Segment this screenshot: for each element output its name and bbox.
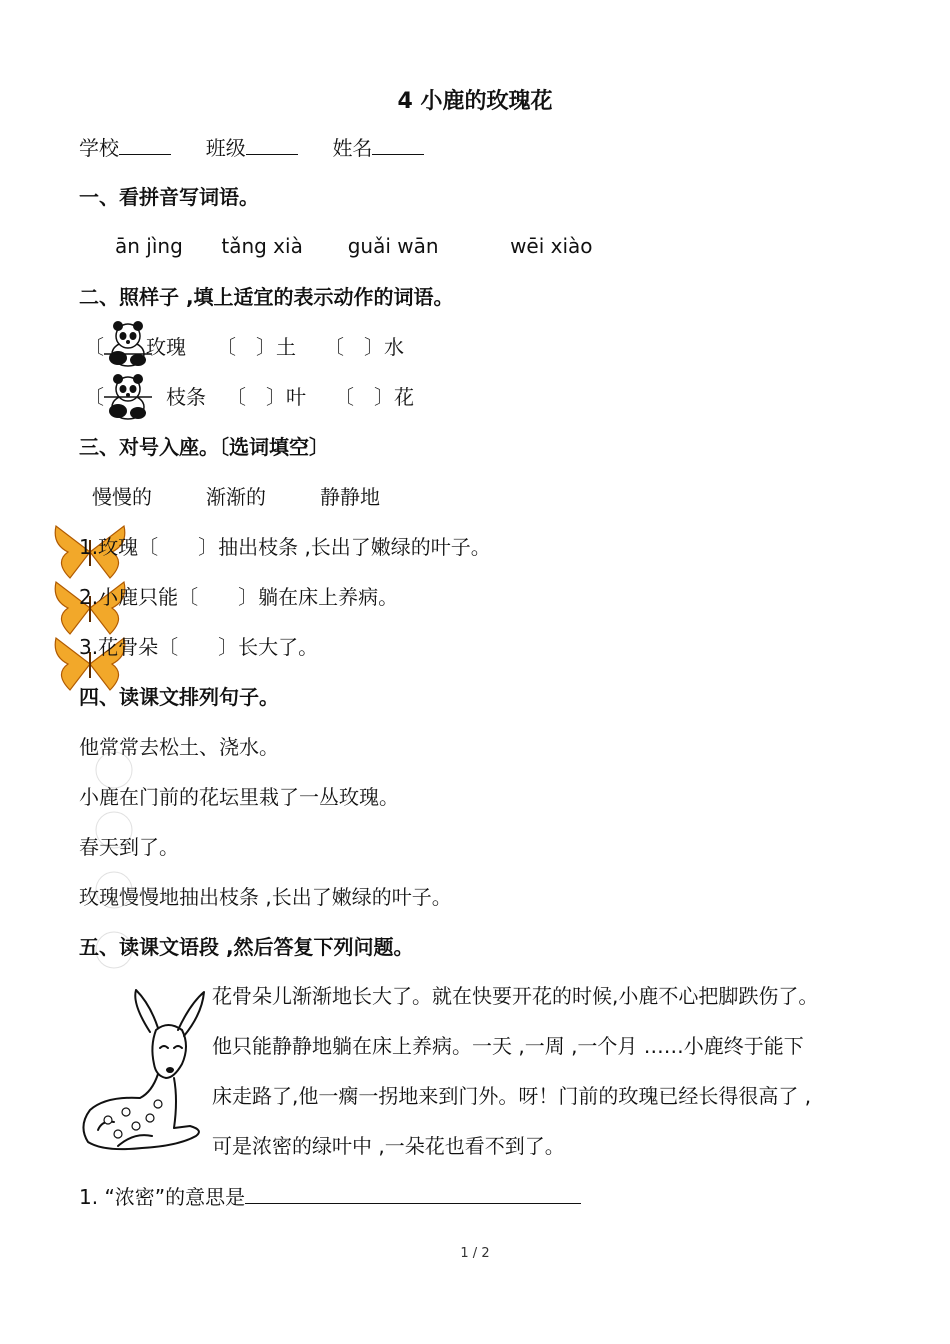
question-3-2: 2.小鹿只能〔 〕躺在床上养病。: [79, 585, 399, 609]
question-3-3: 3.花骨朵〔 〕长大了。: [79, 635, 319, 659]
passage-line: 可是浓密的绿叶中 ,一朵花也看不到了。: [212, 1134, 565, 1158]
word-option: 渐渐的: [206, 485, 266, 509]
example-word: 玫瑰: [146, 335, 186, 359]
pinyin-item: tǎng xià: [221, 234, 303, 258]
passage-line: 他只能静静地躺在床上养病。一天 ,一周 ,一个月 ……小鹿终于能下: [212, 1034, 804, 1058]
pinyin-item: wēi xiào: [510, 234, 593, 258]
pinyin-row: [115, 233, 593, 259]
answer-blank[interactable]: [245, 1183, 581, 1204]
header-fields: [79, 134, 424, 161]
passage-line: 花骨朵儿渐渐地长大了。就在快要开花的时候,小鹿不心把脚跌伤了。: [212, 984, 819, 1008]
class-blank[interactable]: [246, 134, 298, 155]
question-5-1: [79, 1183, 581, 1210]
word-option: 慢慢的: [92, 485, 152, 509]
section-2-heading: 二、照样子 ,填上适宜的表示动作的词语。: [79, 285, 454, 309]
school-blank[interactable]: [119, 134, 171, 155]
sentence-item: 春天到了。: [79, 835, 179, 859]
bracket-open: 〔: [84, 335, 104, 359]
passage-line: 床走路了,他一瘸一拐地来到门外。呀！门前的玫瑰已经长得很高了 ,: [212, 1084, 812, 1108]
page-title: 4 小鹿的玫瑰花: [397, 89, 553, 114]
panda-icon: [100, 372, 156, 424]
school-label: 学校: [79, 136, 119, 160]
question-5-1-text: 1. “浓密”的意思是: [79, 1185, 246, 1209]
sentence-item: 小鹿在门前的花坛里栽了一丛玫瑰。: [79, 785, 399, 809]
section-4-heading: 四、读课文排列句子。: [79, 685, 279, 709]
question-3-1: 1.玫瑰〔 〕抽出枝条 ,长出了嫩绿的叶子。: [79, 535, 491, 559]
bracket-open: 〔: [84, 385, 104, 409]
sentence-item: 他常常去松土、浇水。: [79, 735, 279, 759]
panda-icon: [100, 320, 156, 370]
section-1-heading: 一、看拼音写词语。: [79, 185, 259, 209]
deer-illustration: [78, 980, 208, 1154]
fill-item: 〔 〕叶: [226, 385, 306, 409]
fill-item: 〔 〕水: [324, 335, 404, 359]
section-5-heading: 五、读课文语段 ,然后答复下列问题。: [79, 935, 414, 959]
fill-item: 〔 〕土: [216, 335, 296, 359]
pinyin-item: ān jìng: [115, 234, 183, 258]
section-3-heading: 三、对号入座。〔选词填空〕: [79, 435, 329, 459]
word-bank: [92, 484, 380, 510]
sentence-item: 玫瑰慢慢地抽出枝条 ,长出了嫩绿的叶子。: [79, 885, 452, 909]
page-number: 1 / 2: [460, 1246, 490, 1261]
word-option: 静静地: [320, 485, 380, 509]
pinyin-item: guǎi wān: [347, 234, 439, 258]
class-label: 班级: [205, 136, 246, 160]
fill-item: 〔 〕花: [334, 385, 414, 409]
name-blank[interactable]: [372, 134, 424, 155]
name-label: 姓名: [332, 136, 373, 160]
example-word: 枝条: [166, 385, 206, 409]
